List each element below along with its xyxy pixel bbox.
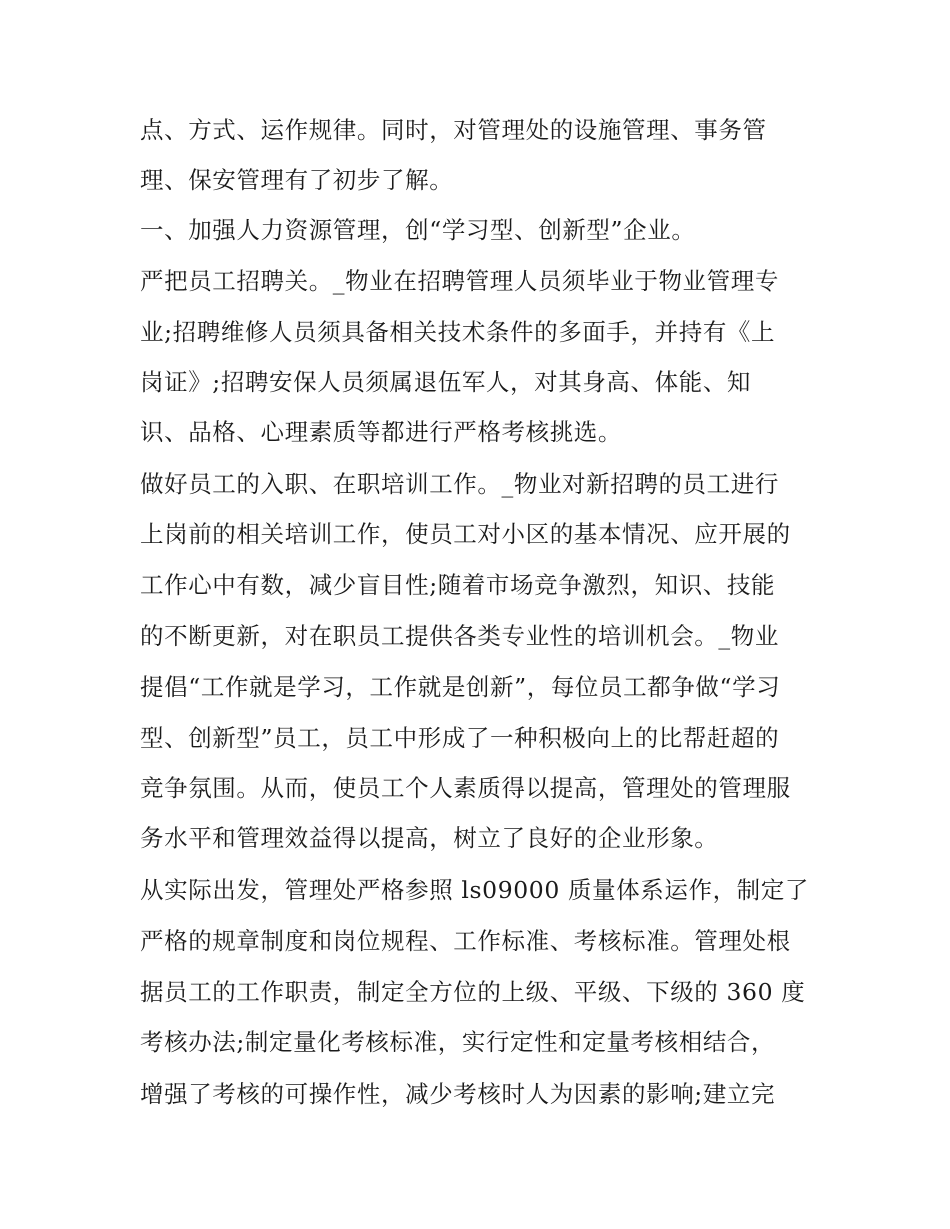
text-line: 增强了考核的可操作性，减少考核时人为因素的影响;建立完 (140, 1080, 776, 1108)
text-line: 提倡“工作就是学习，工作就是创新”，每位员工都争做“学习 (140, 673, 781, 701)
text-line: 竞争氛围。从而，使员工个人素质得以提高，管理处的管理服 (140, 774, 791, 802)
text-line: 严把员工招聘关。_物业在招聘管理人员须毕业于物业管理专 (140, 267, 779, 295)
text-line: 点、方式、运作规律。同时，对管理处的设施管理、事务管 (140, 116, 767, 144)
text-line: 识、品格、心理素质等都进行严格考核挑选。 (140, 418, 622, 446)
text-line: 考核办法;制定量化考核标准，实行定性和定量考核相结合， (140, 1028, 776, 1056)
text-line: 岗证》;招聘安保人员须属退伍军人，对其身高、体能、知 (140, 368, 752, 396)
text-line: 工作心中有数，减少盲目性;随着市场竞争激烈，知识、技能 (140, 571, 776, 599)
text-line: 业;招聘维修人员须具备相关技术条件的多面手，并持有《上 (140, 318, 776, 346)
text-line: 做好员工的入职、在职培训工作。_物业对新招聘的员工进行 (140, 470, 779, 498)
text-line: 型、创新型”员工，员工中形成了一种积极向上的比帮赶超的 (140, 724, 780, 752)
text-line: 上岗前的相关培训工作，使员工对小区的基本情况、应开展的 (140, 520, 791, 548)
text-line: 从实际出发，管理处严格参照 ls09000 质量体系运作，制定了 (140, 876, 809, 904)
text-line: 据员工的工作职责，制定全方位的上级、平级、下级的 360 度 (140, 978, 806, 1006)
text-line: 的不断更新，对在职员工提供各类专业性的培训机会。_物业 (140, 622, 779, 650)
text-line: 理、保安管理有了初步了解。 (140, 166, 454, 194)
text-line: 严格的规章制度和岗位规程、工作标准、考核标准。管理处根 (140, 927, 791, 955)
text-line: 务水平和管理效益得以提高，树立了良好的企业形象。 (140, 824, 719, 852)
section-heading: 一、加强人力资源管理，创“学习型、创新型”企业。 (140, 216, 696, 244)
